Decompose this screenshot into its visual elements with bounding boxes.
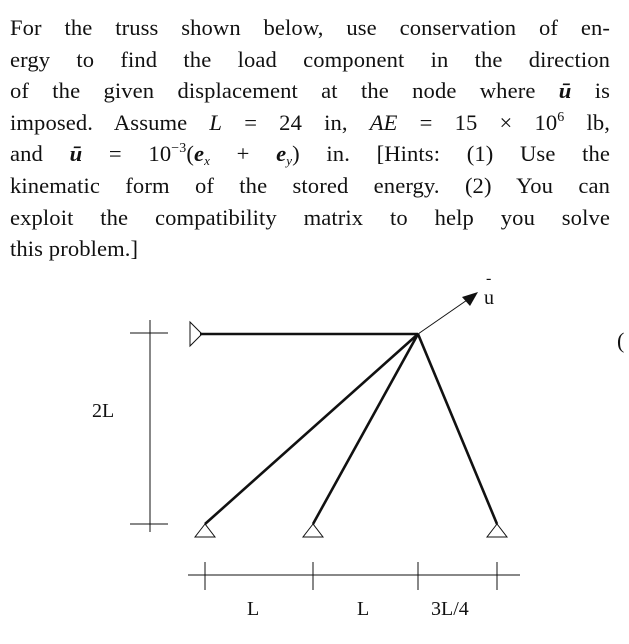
member-right (418, 334, 497, 524)
load-arrow-head (462, 292, 478, 306)
problem-line-3 (10, 75, 610, 107)
problem-line-2: ergy to find the load component in the direction (10, 46, 610, 72)
AE-exponent: 6 (557, 109, 565, 125)
ey-symbol: e (276, 141, 287, 167)
pin-support-right (487, 524, 507, 537)
imposed-word: imposed. (10, 109, 94, 135)
AE-value: = 15 × 10 (419, 109, 558, 135)
plus-sign: + (236, 141, 250, 167)
AE-symbol: AE (369, 109, 398, 135)
ex-symbol: e (193, 141, 205, 167)
problem-line-5 (10, 138, 610, 170)
problem-line-4 (10, 107, 610, 139)
problem-line-6 (10, 170, 610, 202)
L-symbol: L (209, 109, 223, 135)
u-bar-symbol-2: ū (69, 141, 83, 167)
load-label: u (484, 287, 494, 309)
dim-label-1: L (247, 598, 260, 620)
and-word: and (10, 141, 43, 167)
u-bar-symbol: ū (558, 78, 572, 104)
problem-line-3-text: of the given displacement at the node where (10, 78, 536, 104)
problem-line-1: For the truss shown below, use conservation of en- (10, 15, 610, 40)
problem-line-7: exploit the compatibility matrix to help you solve (10, 204, 610, 230)
truss-diagram (0, 270, 629, 640)
is-word: is (594, 78, 611, 104)
x-subscript: x (204, 153, 210, 169)
problem-statement (10, 12, 610, 265)
edge-mark: ( (617, 328, 625, 353)
pin-support-middle (303, 524, 323, 537)
equals-sign: = (108, 141, 122, 167)
paren-close-in: ) in. (292, 141, 350, 167)
dim-label-3: 3L/4 (431, 598, 469, 620)
kinematic-text: kinematic form of the stored energy. (10, 172, 440, 198)
y-subscript: y (286, 153, 293, 169)
hints-text: [Hints: (1) Use the (376, 141, 611, 167)
dim-label-2: L (357, 598, 370, 620)
truss-svg (0, 270, 629, 640)
assume-word: Assume (113, 109, 188, 135)
load-arrow-line (418, 298, 470, 334)
L-value: = 24 in, (244, 109, 348, 135)
AE-unit: lb, (586, 109, 611, 135)
ten-exponent: −3 (171, 141, 187, 157)
member-left (205, 334, 418, 524)
problem-line-8: this problem.] (10, 236, 139, 262)
ten: 10 (148, 141, 172, 167)
height-label: 2L (92, 400, 115, 422)
member-middle (313, 334, 418, 524)
can-text: (2) You can (464, 172, 610, 198)
paren-open: ( (186, 141, 194, 167)
pin-support-left (195, 524, 215, 537)
load-label-bar: - (486, 270, 492, 287)
